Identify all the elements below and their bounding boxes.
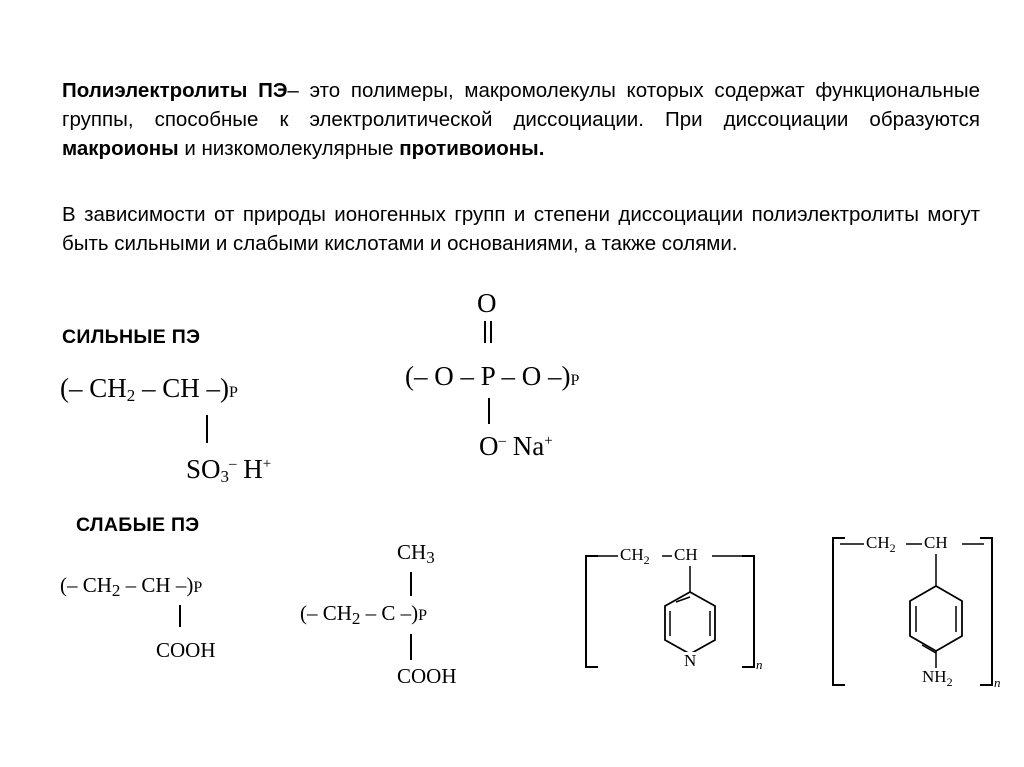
aniline-left-bracket [833,538,845,685]
methacrylic-sub3: 3 [426,548,435,567]
term-macroions: макроионы [62,137,179,160]
pyridine-index-n: n [756,657,763,672]
term-polyelectrolytes: Полиэлектролиты ПЭ [62,79,288,102]
sulfo-sub3: 3 [220,467,230,486]
classification-paragraph: В зависимости от природы ионогенных групп и степени диссоциации полиэлектролиты могут быть сильными и слабыми кислотами и основаниями, а также солями. [62,203,980,255]
aniline-nh2 [922,668,953,688]
pyridine-ring [665,592,715,654]
phosphate-minus: – [498,433,506,449]
phosphate-chain-text: (– O – P – O –) [405,361,571,391]
acrylic-cooh: COOH [156,638,216,662]
aniline-right-bracket [980,538,992,685]
methacrylic-cooh: COOH [397,664,457,688]
methacrylic-chain-a: (– CH [300,601,352,625]
acrylic-chain-b: – CH –) [120,573,194,597]
aniline-ch: CH [924,533,948,552]
methacrylic-chain-b: – C –) [360,601,419,625]
pyridine-ch2 [620,546,650,566]
sulfo-sub2: 2 [126,386,136,405]
phosphate-o-bottom: O [479,431,499,461]
phosphate-index-p: P [570,372,580,389]
pyridine-left-bracket [586,556,598,667]
aniline-ch2-text: CH [866,533,890,552]
pyridine-right-bracket [742,556,754,667]
pyridine-ch: CH [674,545,698,564]
sulfo-index-p: P [229,384,238,401]
pyridine-ch2-text: CH [620,545,644,564]
aniline-ch2-sub: 2 [889,541,896,555]
definition-text-b: и низкомолекулярные [178,137,400,160]
aniline-structure [833,538,992,685]
strong-pe-heading: СИЛЬНЫЕ ПЭ [62,326,201,348]
aniline-nh-sub: 2 [946,675,953,689]
methacrylic-index-p: P [418,607,428,624]
definition-text-a: – это полимеры, макромолекулы которых содержат функциональные группы, способные к электролитической диссоциации. При диссоциации образуются [62,79,980,131]
acrylic-index-p: P [193,579,203,596]
pyridine-ch2-sub: 2 [643,553,650,567]
phosphate-na: Na [512,431,545,461]
sulfo-chain-a: (– CH [60,373,127,403]
acrylic-sub2: 2 [111,581,121,600]
weak-pe-heading: СЛАБЫЕ ПЭ [76,514,200,536]
methacrylic-sub2: 2 [351,609,361,628]
sulfo-minus: – [229,456,237,472]
sulfo-plus: + [262,456,272,472]
phosphate-o-top: O [477,288,497,318]
aniline-nh-text: NH [922,667,947,686]
sulfo-h: H [243,454,263,484]
term-counterions: противоионы. [399,137,545,160]
pyridine-n: N [684,651,697,670]
aniline-ring [910,586,962,651]
methacrylic-ch: CH [397,540,427,564]
sulfo-so: SO [186,454,221,484]
sulfo-chain-b: – CH –) [135,373,229,403]
acrylic-chain-a: (– CH [60,573,112,597]
phosphate-plus: + [544,433,553,449]
pyridine-structure [586,556,754,670]
aniline-index-n: n [994,675,1001,690]
aniline-ch2 [866,534,896,554]
